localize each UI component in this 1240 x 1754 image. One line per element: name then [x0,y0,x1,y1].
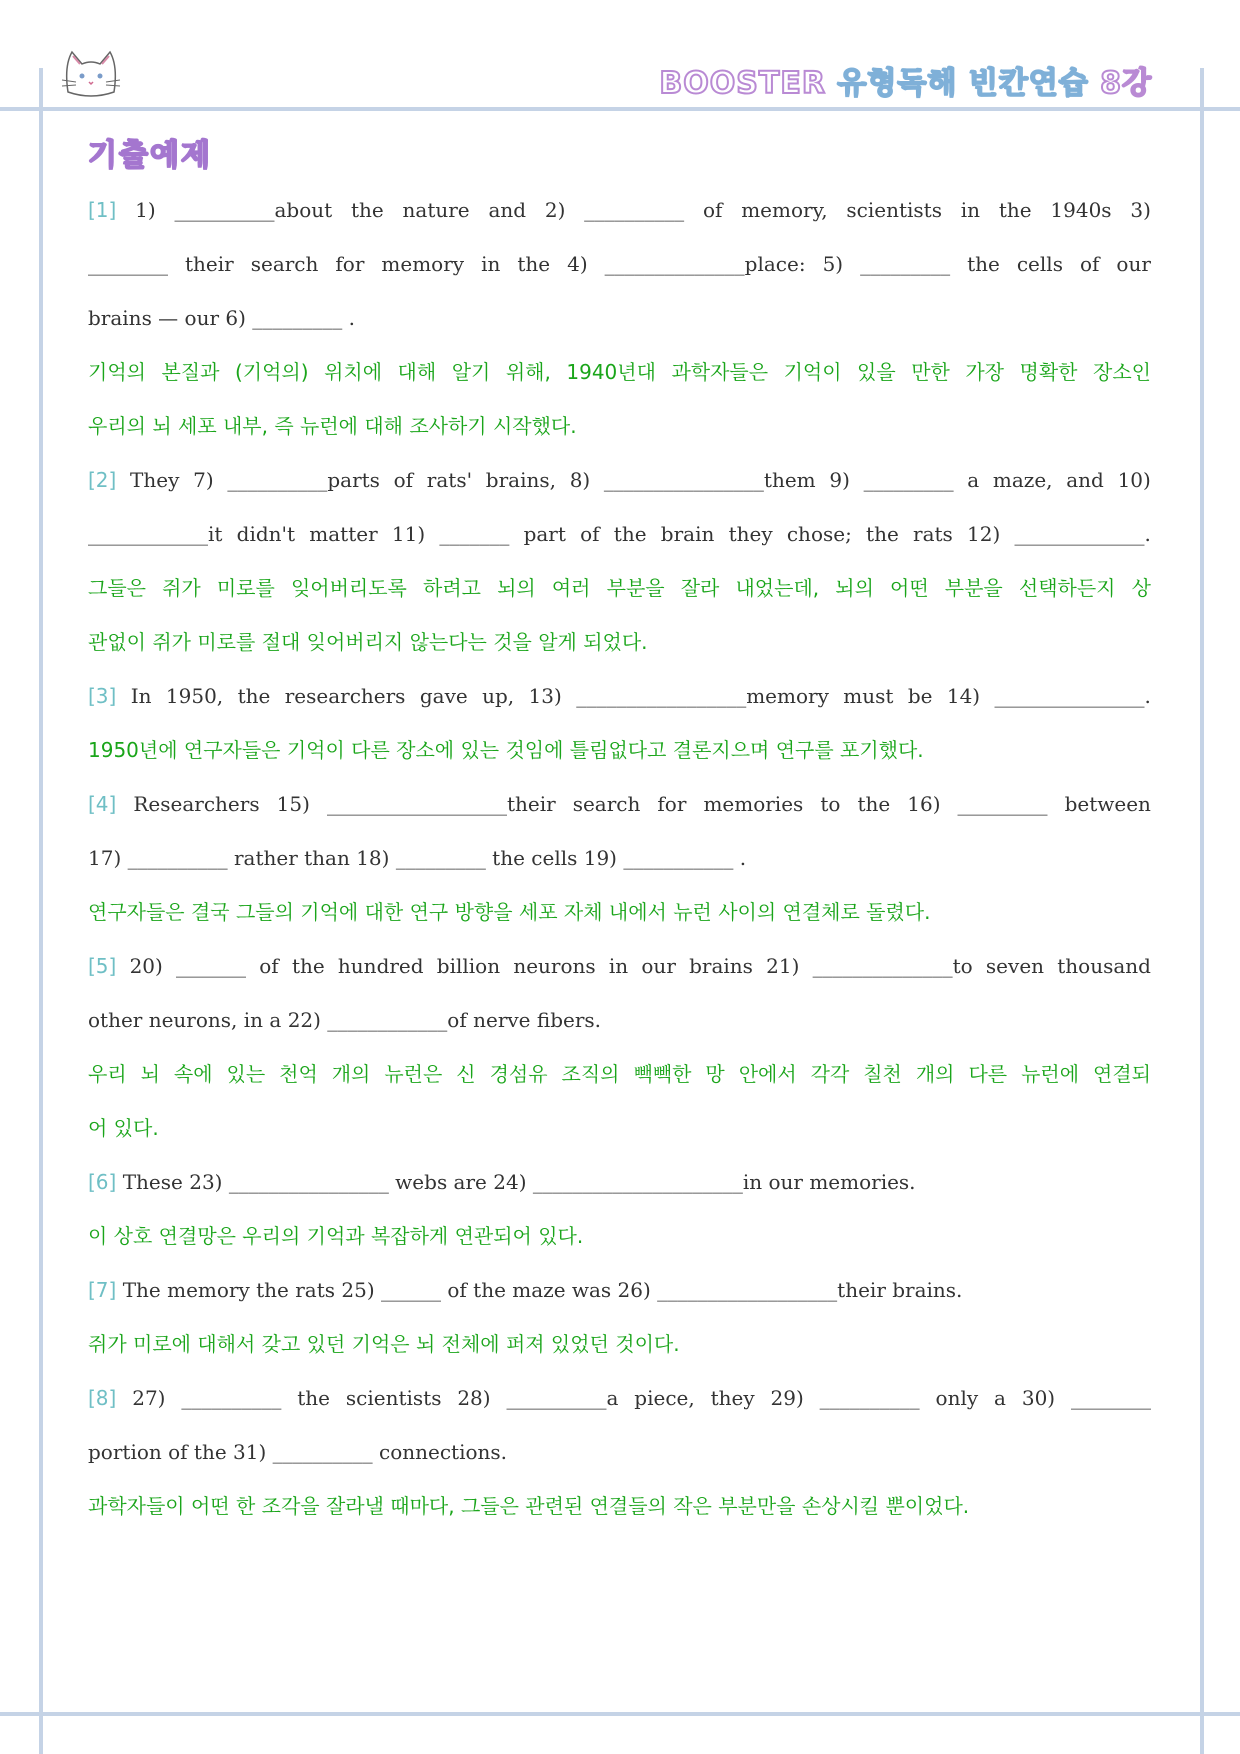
word-token: 과학자들은 [671,360,769,384]
line-text: [7] The memory the rats 25) ______ of the maze was 26) __________________their brains. [88,1278,963,1302]
word-token: 29) [770,1386,804,1410]
blank-token: _______ [439,522,510,546]
word-token: 기억의 [88,360,146,384]
blank-token: _____________. [1014,522,1151,546]
korean-translation-line [88,622,1151,676]
paragraph-number: [8] [88,1386,117,1410]
word-token: brain [660,522,715,546]
word-token: 내었는데, [735,576,820,600]
paragraph-number: [1] [88,198,117,222]
word-token: 뇌의 [497,576,536,600]
blank-token: ____________it [88,522,223,546]
english-passage-line [88,514,1151,568]
word-token: the [866,522,899,546]
word-token: 4) [567,252,588,276]
line-text: 관없이 쥐가 미로를 절대 잊어버리지 않는다는 것을 알게 되었다. [88,630,648,654]
blank-token: _________ [957,792,1048,816]
word-token: be [907,684,933,708]
korean-translation-line [88,1216,1151,1270]
word-token: the [857,792,891,816]
korean-translation-line [88,406,1151,460]
word-token: and [488,198,527,222]
blank-token: _________ [863,468,954,492]
blank-token: __________ [181,1386,282,1410]
word-token: they [728,522,773,546]
word-token: for [657,792,687,816]
blank-token: __________ [584,198,685,222]
line-text: 쥐가 미로에 대해서 갖고 있던 기억은 뇌 전체에 퍼져 있었던 것이다. [88,1332,680,1356]
english-passage-line [88,946,1151,1000]
blank-token: ________ [1071,1386,1151,1410]
word-token: nature [402,198,470,222]
blank-token: __________a [506,1386,619,1410]
blank-token: __________ [819,1386,920,1410]
word-token: scientists [345,1386,442,1410]
word-token: In [130,684,152,708]
word-token: our [1116,252,1151,276]
word-token: 선택하든지 [1018,576,1116,600]
english-passage-line [88,1270,1151,1324]
word-token: 신 [456,1062,476,1086]
word-token: 조직의 [561,1062,620,1086]
word-token: They [130,468,180,492]
word-token: brains [689,954,753,978]
word-token: brains, [485,468,556,492]
word-token: neurons [513,954,596,978]
word-token: in [960,198,981,222]
word-token: 3) [1130,198,1151,222]
korean-translation-line [88,730,1151,784]
header-title [659,58,1152,102]
word-token: 30) [1021,1386,1056,1410]
word-token: memories [703,792,804,816]
word-token: memory, [741,198,828,222]
word-token: 8) [569,468,591,492]
word-token: between [1064,792,1151,816]
korean-translation-line [88,1054,1151,1108]
word-token: billion [436,954,501,978]
english-passage-line [88,676,1151,730]
word-token: 21) [766,954,800,978]
word-token: of [393,468,414,492]
korean-translation-line [88,1486,1151,1540]
word-token: 12) [967,522,1001,546]
word-token: matter [309,522,378,546]
word-token: memory [381,252,465,276]
english-passage-line [88,1378,1151,1432]
word-token: 1940년대 [566,360,656,384]
word-token: up, [482,684,515,708]
word-token: 천억 [279,1062,318,1086]
word-token: 28) [457,1386,491,1410]
word-token: 여러 [551,576,591,600]
line-text: [6] These 23) ________________ webs are 24) _____________________in our memories. [88,1170,916,1194]
word-token: 가장 [965,360,1004,384]
word-token: rats' [426,468,473,492]
paragraph-number: [2] [88,468,117,492]
word-token: 뇌 [140,1062,160,1086]
word-token: 11) [391,522,426,546]
word-token: the [297,1386,330,1410]
word-token: 1) [135,198,156,222]
word-token: and [1066,468,1104,492]
word-token: the [237,684,271,708]
blank-token: _________ [860,252,951,276]
word-token: the [350,198,384,222]
line-text: 이 상호 연결망은 우리의 기억과 복잡하게 연관되어 있다. [88,1224,584,1248]
word-token: 1940s [1050,198,1112,222]
word-token: search [572,792,641,816]
word-token: 뉴런에 [1021,1062,1080,1086]
word-token: 개의 [915,1062,955,1086]
korean-translation-line [88,352,1151,406]
blank-token: ______________to [812,954,973,978]
header-title-booster: BOOSTER [659,66,826,101]
word-token: Researchers [133,792,260,816]
blank-token: _______________. [994,684,1151,708]
word-token: 상 [1131,576,1151,600]
word-token: a [994,1386,1006,1410]
paragraph-number: [3] [88,684,117,708]
english-passage-line [88,244,1151,298]
line-text: portion of the 31) __________ connections. [88,1440,508,1464]
word-token: the [613,522,647,546]
word-token: 본질과 [161,360,220,384]
line-text: 어 있다. [88,1116,159,1140]
word-token: 알기 [451,360,491,384]
english-passage-line [88,1432,1151,1486]
english-passage-line [88,784,1151,838]
korean-translation-line [88,1108,1151,1162]
word-token: 부분을 [606,576,665,600]
word-token: 장소인 [1093,360,1151,384]
frame-top-line [0,107,1240,111]
word-token: of [259,954,279,978]
word-token: their [185,252,234,276]
word-token: 2) [544,198,566,222]
korean-translation-line [88,1324,1151,1378]
word-token: the [517,252,551,276]
word-token: 부분을 [944,576,1003,600]
word-token: maze, [992,468,1053,492]
word-token: 있는 [226,1062,266,1086]
paragraph-number: [5] [88,954,117,978]
word-token: 15) [276,792,310,816]
blank-token: ________ [88,252,168,276]
word-token: 16) [907,792,941,816]
english-passage-line [88,838,1151,892]
word-token: 다른 [968,1062,1008,1086]
word-token: a [967,468,980,492]
word-token: must [843,684,894,708]
word-token: 기억이 [783,360,842,384]
word-token: 잘라 [680,576,720,600]
word-token: rats [913,522,953,546]
blank-token: _______ [176,954,247,978]
header-title-lesson: 8강 [1100,66,1152,101]
blank-token: __________about [174,198,333,222]
word-token: 망 [705,1062,725,1086]
word-token: piece, [634,1386,695,1410]
word-token: search [250,252,319,276]
english-passage-line [88,190,1151,244]
word-token: of [580,522,600,546]
line-text: 과학자들이 어떤 한 조각을 잘라낼 때마다, 그들은 관련된 연결들의 작은 부분만을 손상시킬 뿐이었다. [88,1494,970,1518]
header-title-korean: 유형독해 빈칸연습 [837,66,1089,101]
word-token: 빽빽한 [633,1062,692,1086]
word-token: 20) [129,954,163,978]
word-token: the [998,198,1032,222]
word-token: 뉴런은 [384,1062,443,1086]
word-token: thousand [1057,954,1151,978]
blank-token: _________________memory [576,684,829,708]
word-token: 하려고 [423,576,481,600]
word-token: 만한 [911,360,950,384]
english-passage-line [88,298,1151,352]
word-token: 9) [829,468,850,492]
word-token: 속에 [173,1062,213,1086]
word-token: chose; [786,522,852,546]
word-token: gave [419,684,468,708]
english-passage-line [88,1000,1151,1054]
word-token: 어떤 [890,576,929,600]
word-token: 5) [822,252,844,276]
word-token: 쥐가 [162,576,201,600]
blank-token: __________parts [227,468,380,492]
word-token: 그들은 [88,576,146,600]
korean-translation-line [88,892,1151,946]
word-token: 개의 [331,1062,371,1086]
word-token: only [935,1386,979,1410]
blank-token: __________________their [326,792,556,816]
word-token: to [820,792,841,816]
frame-left-line [39,68,43,1754]
word-token: 대해 [397,360,437,384]
paragraph-number: [4] [88,792,117,816]
word-token: 우리 [88,1062,127,1086]
word-token: they [710,1386,755,1410]
line-text: brains — our 6) _________ . [88,306,355,330]
word-token: 잊어버리도록 [290,576,407,600]
word-token: didn't [236,522,296,546]
word-token: 1950, [165,684,224,708]
word-token: 연결되 [1093,1062,1151,1086]
word-token: 뇌의 [835,576,874,600]
passage-content [88,190,1151,1540]
word-token: cells [1016,252,1063,276]
word-token: 칠천 [863,1062,902,1086]
word-token: the [967,252,1000,276]
word-token: 있을 [857,360,896,384]
word-token: the [291,954,325,978]
blank-token: ________________them [603,468,816,492]
word-token: part [523,522,566,546]
word-token: 경섬유 [489,1062,548,1086]
word-token: of [1079,252,1100,276]
word-token: 13) [528,684,562,708]
blank-token: ______________place: [604,252,806,276]
line-text: 1950년에 연구자들은 기억이 다른 장소에 있는 것임에 틀림없다고 결론지으며 연구를 포기했다. [88,738,924,762]
frame-bottom-line [0,1712,1240,1716]
word-token: 위치에 [324,360,383,384]
word-token: 안에서 [738,1062,797,1086]
english-passage-line [88,460,1151,514]
word-token: seven [985,954,1045,978]
korean-translation-line [88,568,1151,622]
line-text: other neurons, in a 22) ____________of nerve fibers. [88,1008,602,1032]
line-text: 우리의 뇌 세포 내부, 즉 뉴런에 대해 조사하기 시작했다. [88,414,577,438]
word-token: in [481,252,501,276]
word-token: in [608,954,629,978]
word-token: 27) [132,1386,166,1410]
word-token: 7) [193,468,214,492]
word-token: 위해, [505,360,551,384]
word-token: 14) [946,684,981,708]
word-token: hundred [337,954,424,978]
cat-icon [58,44,124,100]
section-title: 기출예제 [88,138,212,173]
word-token: of [702,198,723,222]
english-passage-line [88,1162,1151,1216]
frame-right-line [1200,68,1204,1754]
word-token: 미로를 [216,576,275,600]
word-token: our [641,954,676,978]
word-token: researchers [284,684,406,708]
word-token: scientists [846,198,942,222]
word-token: (기억의) [234,360,309,384]
word-token: 10) [1117,468,1151,492]
word-token: 명확한 [1019,360,1078,384]
line-text: 연구자들은 결국 그들의 기억에 대한 연구 방향을 세포 자체 내에서 뉴런 사이의 연결체로 돌렸다. [88,900,931,924]
word-token: 각각 [810,1062,850,1086]
line-text: 17) __________ rather than 18) _________ the cells 19) ___________ . [88,846,747,870]
word-token: for [335,252,365,276]
